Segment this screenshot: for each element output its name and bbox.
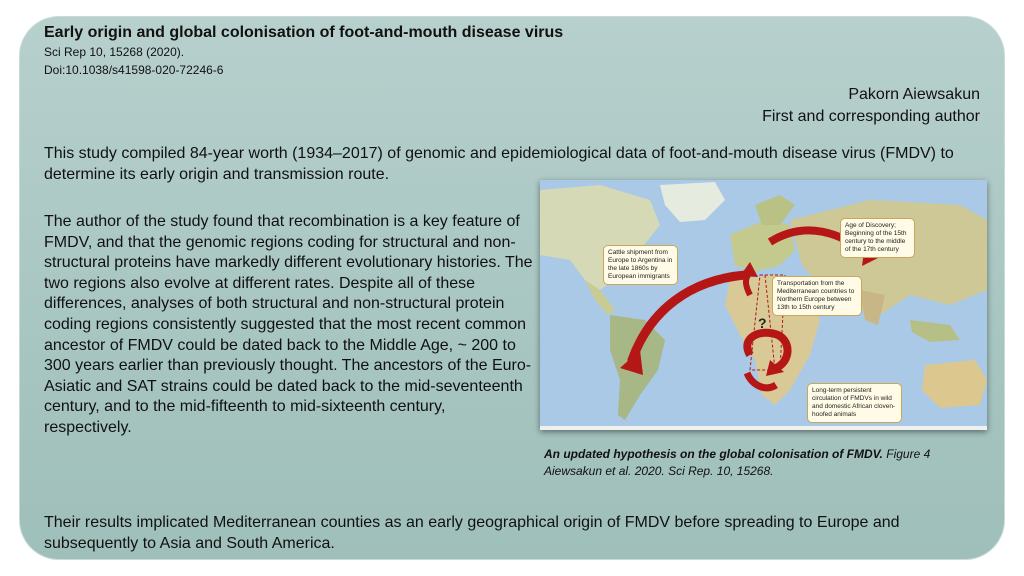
author-role: First and corresponding author: [762, 108, 980, 125]
caption-title: An updated hypothesis on the global colonisation of FMDV.: [544, 447, 883, 461]
world-map-figure: [540, 180, 987, 430]
author-name: Pakorn Aiewsakun: [848, 86, 980, 103]
article-title: Early origin and global colonisation of foot-and-mouth disease virus: [44, 24, 564, 41]
antarctica-shape: [540, 426, 987, 430]
journal-citation: Sci Rep 10, 15268 (2020).: [44, 45, 185, 59]
conclusion-paragraph: Their results implicated Mediterranean counties as an early geographical origin of FMDV before spreading to Europe and subsequently to Asia and South America.: [44, 514, 900, 552]
author-block: [762, 84, 980, 128]
callout-transportation: Transportation from the Mediterranean countries to Northern Europe between 13th to 15th century: [772, 276, 862, 316]
callout-age-of-discovery: Age of Discovery; Beginning of the 15th century to the middle of the 17th century: [840, 218, 915, 258]
intro-paragraph: This study compiled 84-year worth (1934–2017) of genomic and epidemiological data of foot-and-mouth disease virus (FMDV) to determine its early origin and transmission route.: [44, 145, 954, 183]
world-map-graphic: [540, 180, 987, 430]
caption-reference: Figure 4 Aiewsakun et al. 2020. Sci Rep. 10, 15268.: [544, 447, 931, 478]
callout-cattle-shipment: Cattle shipment from Europe to Argentina in the late 1860s by European immigrants: [603, 245, 678, 285]
figure-caption: [544, 446, 984, 480]
body-paragraph: The author of the study found that recombination is a key feature of FMDV, and that the genomic regions coding for structural and non-structural proteins have markedly different evolutionary histories. The two regions also evolve at different rates. Despite all of these differences, analyses of both structural and non-structural protein coding regions consistently suggested that the most recent common ancestor of FMDV could be dated back to the Middle Age, ~ 200 to 300 years earlier than previously thought. The ancestors of the Euro-Asiatic and SAT strains could be dated back to the mid-seventeenth century, and to the mid-fifteenth to mid-sixteenth century, respectively.: [44, 213, 533, 436]
doi-text: Doi:10.1038/s41598-020-72246-6: [44, 63, 224, 77]
callout-persistent-circulation: Long-term persistent circulation of FMDVs in wild and domestic African cloven-hoofed animals: [807, 383, 902, 423]
question-mark: ?: [758, 315, 767, 331]
